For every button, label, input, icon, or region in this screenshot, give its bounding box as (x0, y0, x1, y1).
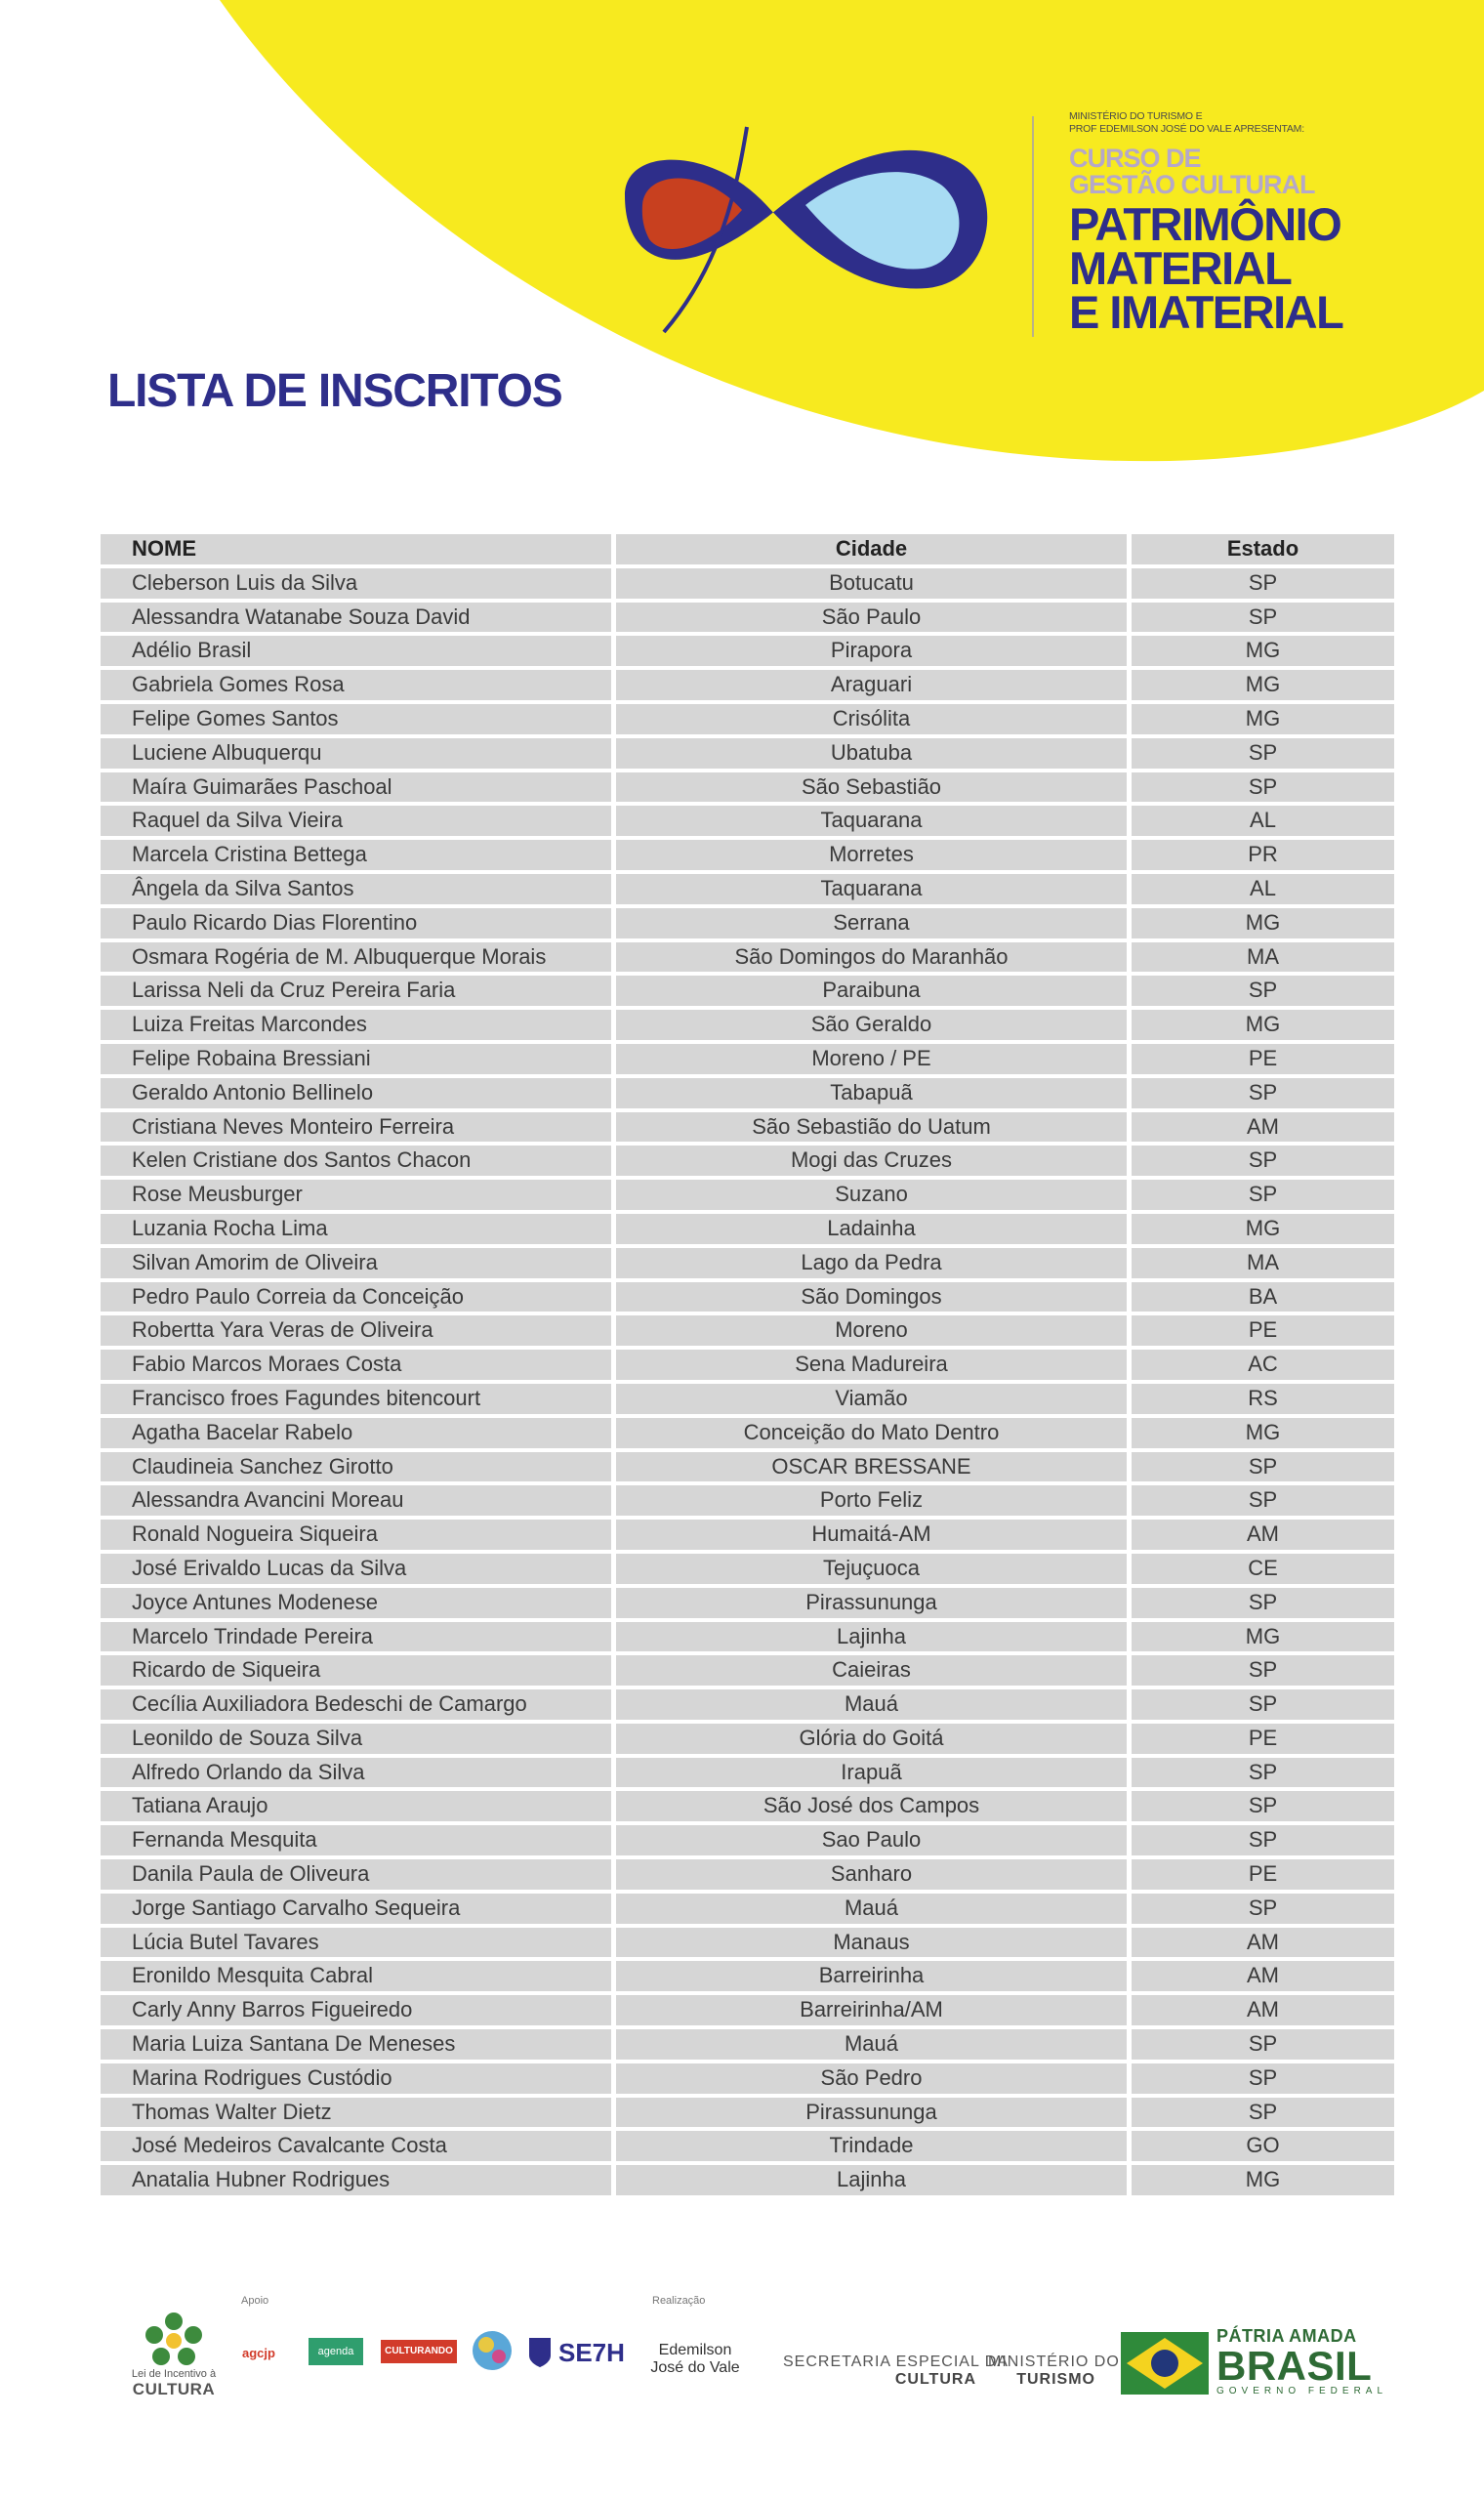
cell-nome: Paulo Ricardo Dias Florentino (101, 908, 611, 942)
table-row (101, 1146, 1394, 1180)
cell-nome: José Medeiros Cavalcante Costa (101, 2131, 611, 2165)
globe-logo-icon (467, 2329, 517, 2372)
lei-incentivo-logo (125, 2310, 223, 2399)
cell-cidade: Ladainha (616, 1214, 1127, 1248)
cell-cidade: Glória do Goitá (616, 1724, 1127, 1758)
cell-estado: SP (1132, 1078, 1394, 1112)
patria-line-3: GOVERNO FEDERAL (1216, 2386, 1388, 2396)
cell-nome: Ronald Nogueira Siqueira (101, 1520, 611, 1554)
cell-cidade: Irapuã (616, 1758, 1127, 1792)
cell-nome: Cecília Auxiliadora Bedeschi de Camargo (101, 1689, 611, 1724)
header-divider (1032, 116, 1034, 337)
cell-cidade: Lago da Pedra (616, 1248, 1127, 1282)
cell-nome: José Erivaldo Lucas da Silva (101, 1554, 611, 1588)
table-header-row (101, 534, 1394, 568)
cell-estado: MA (1132, 1248, 1394, 1282)
cell-estado: MG (1132, 1214, 1394, 1248)
cell-nome: Rose Meusburger (101, 1180, 611, 1214)
cell-cidade: Mogi das Cruzes (616, 1146, 1127, 1180)
patria-amada-brasil-logo (1216, 2326, 1387, 2396)
table-row (101, 603, 1394, 637)
cell-estado: MG (1132, 2165, 1394, 2199)
table-row (101, 1622, 1394, 1656)
cell-cidade: São Geraldo (616, 1010, 1127, 1044)
table-row (101, 1758, 1394, 1792)
secretaria-line-1: SECRETARIA ESPECIAL DA (783, 2354, 1009, 2370)
cell-cidade: Crisólita (616, 704, 1127, 738)
cell-nome: Pedro Paulo Correia da Conceição (101, 1282, 611, 1316)
shield-icon (527, 2336, 553, 2369)
secretaria-logo (783, 2354, 1009, 2389)
course-title-line-3: E IMATERIAL (1069, 286, 1343, 338)
ministerio-logo (988, 2354, 1120, 2389)
cell-nome: Luzania Rocha Lima (101, 1214, 611, 1248)
cell-estado: MG (1132, 1418, 1394, 1452)
table-row (101, 1689, 1394, 1724)
table-row (101, 942, 1394, 977)
cell-cidade: Conceição do Mato Dentro (616, 1418, 1127, 1452)
cell-cidade: Lajinha (616, 2165, 1127, 2199)
table-row (101, 806, 1394, 840)
cell-estado: CE (1132, 1554, 1394, 1588)
cell-nome: Lúcia Butel Tavares (101, 1928, 611, 1962)
course-title-line-1: PATRIMÔNIO (1069, 198, 1341, 250)
cell-estado: SP (1132, 1655, 1394, 1689)
cell-nome: Felipe Robaina Bressiani (101, 1044, 611, 1078)
cell-estado: PR (1132, 840, 1394, 874)
patria-line-1: PÁTRIA AMADA (1216, 2326, 1357, 2346)
cell-estado: SP (1132, 1758, 1394, 1792)
course-header (1069, 110, 1362, 338)
cell-estado: AM (1132, 1520, 1394, 1554)
page-title: LISTA DE INSCRITOS (107, 365, 562, 417)
course-name-line-2: GESTÃO CULTURAL (1069, 170, 1315, 199)
cell-estado: GO (1132, 2131, 1394, 2165)
cell-nome: Geraldo Antonio Bellinelo (101, 1078, 611, 1112)
table-row (101, 1214, 1394, 1248)
cell-nome: Joyce Antunes Modenese (101, 1588, 611, 1622)
cell-estado: SP (1132, 2063, 1394, 2098)
cell-estado: PE (1132, 1724, 1394, 1758)
cell-estado: SP (1132, 568, 1394, 603)
cell-cidade: Pirassununga (616, 2098, 1127, 2132)
table-row (101, 874, 1394, 908)
cell-estado: MG (1132, 908, 1394, 942)
intro-line-2: PROF EDEMILSON JOSÉ DO VALE APRESENTAM: (1069, 123, 1304, 135)
cell-estado: AC (1132, 1350, 1394, 1384)
cell-estado: PE (1132, 1859, 1394, 1894)
se7h-logo-text: SE7H (558, 2337, 625, 2367)
agenda-logo: agenda (309, 2338, 363, 2365)
brazil-flag-icon (1121, 2332, 1209, 2395)
cell-nome: Marcelo Trindade Pereira (101, 1622, 611, 1656)
patria-line-2: BRASIL (1216, 2343, 1373, 2389)
cell-estado: SP (1132, 2029, 1394, 2063)
course-name-line-1: CURSO DE (1069, 144, 1201, 173)
cell-estado: AM (1132, 1928, 1394, 1962)
table-row (101, 1248, 1394, 1282)
cell-cidade: Porto Feliz (616, 1485, 1127, 1520)
table-row (101, 1010, 1394, 1044)
cell-estado: SP (1132, 1588, 1394, 1622)
table-row (101, 1554, 1394, 1588)
table-row (101, 1961, 1394, 1995)
cell-cidade: Ubatuba (616, 738, 1127, 772)
cell-nome: Agatha Bacelar Rabelo (101, 1418, 611, 1452)
cell-nome: Cleberson Luis da Silva (101, 568, 611, 603)
cell-nome: Luiza Freitas Marcondes (101, 1010, 611, 1044)
cell-cidade: Serrana (616, 908, 1127, 942)
cell-nome: Fabio Marcos Moraes Costa (101, 1350, 611, 1384)
cell-cidade: Morretes (616, 840, 1127, 874)
cell-cidade: Botucatu (616, 568, 1127, 603)
table-row (101, 1894, 1394, 1928)
cell-estado: MA (1132, 942, 1394, 977)
cell-estado: SP (1132, 603, 1394, 637)
table-row (101, 568, 1394, 603)
cell-nome: Felipe Gomes Santos (101, 704, 611, 738)
cell-cidade: Humaitá-AM (616, 1520, 1127, 1554)
ministerio-line-2: TURISMO (1016, 2371, 1095, 2388)
cell-cidade: Trindade (616, 2131, 1127, 2165)
realizacao-label: Realização (652, 2295, 706, 2307)
lei-incentivo-cultura: CULTURA (132, 2380, 216, 2398)
footer (0, 2275, 1484, 2500)
table-row (101, 2098, 1394, 2132)
cell-cidade: Suzano (616, 1180, 1127, 1214)
table-row (101, 840, 1394, 874)
cell-estado: SP (1132, 1180, 1394, 1214)
secretaria-line-2: CULTURA (894, 2371, 976, 2388)
cell-cidade: Paraibuna (616, 976, 1127, 1010)
cell-cidade: Sena Madureira (616, 1350, 1127, 1384)
cell-cidade: Mauá (616, 1689, 1127, 1724)
table-row (101, 1724, 1394, 1758)
cell-nome: Anatalia Hubner Rodrigues (101, 2165, 611, 2199)
cell-cidade: Taquarana (616, 874, 1127, 908)
intro-line-1: MINISTÉRIO DO TURISMO E (1069, 110, 1203, 122)
cell-nome: Tatiana Araujo (101, 1791, 611, 1825)
table-row (101, 1520, 1394, 1554)
table-row (101, 1384, 1394, 1418)
cell-estado: MG (1132, 670, 1394, 704)
cell-cidade: Mauá (616, 2029, 1127, 2063)
se7h-logo (527, 2336, 625, 2369)
course-title-line-2: MATERIAL (1069, 242, 1292, 294)
cell-nome: Marcela Cristina Bettega (101, 840, 611, 874)
apoio-label: Apoio (241, 2295, 269, 2307)
cell-nome: Silvan Amorim de Oliveira (101, 1248, 611, 1282)
table-row (101, 1350, 1394, 1384)
cell-estado: SP (1132, 2098, 1394, 2132)
cell-nome: Thomas Walter Dietz (101, 2098, 611, 2132)
cell-cidade: São Paulo (616, 603, 1127, 637)
cell-nome: Gabriela Gomes Rosa (101, 670, 611, 704)
cell-nome: Robertta Yara Veras de Oliveira (101, 1315, 611, 1350)
cell-estado: SP (1132, 976, 1394, 1010)
cell-estado: SP (1132, 1825, 1394, 1859)
cell-estado: MG (1132, 1622, 1394, 1656)
table-row (101, 2063, 1394, 2098)
table-row (101, 1112, 1394, 1146)
column-header-estado: Estado (1132, 534, 1394, 568)
table-row (101, 772, 1394, 807)
cell-cidade: Araguari (616, 670, 1127, 704)
cell-nome: Cristiana Neves Monteiro Ferreira (101, 1112, 611, 1146)
cell-cidade: São José dos Campos (616, 1791, 1127, 1825)
table-row (101, 2165, 1394, 2199)
cell-cidade: São Domingos (616, 1282, 1127, 1316)
table-row (101, 1588, 1394, 1622)
cell-nome: Luciene Albuquerqu (101, 738, 611, 772)
cell-nome: Jorge Santiago Carvalho Sequeira (101, 1894, 611, 1928)
cell-estado: SP (1132, 1689, 1394, 1724)
cell-cidade: Caieiras (616, 1655, 1127, 1689)
cell-estado: MG (1132, 636, 1394, 670)
cell-cidade: OSCAR BRESSANE (616, 1452, 1127, 1486)
edemilson-line-1: Edemilson (658, 2342, 732, 2358)
cell-estado: AL (1132, 874, 1394, 908)
table-row (101, 1315, 1394, 1350)
table-row (101, 1825, 1394, 1859)
table-row (101, 1995, 1394, 2029)
cell-nome: Carly Anny Barros Figueiredo (101, 1995, 611, 2029)
registrants-table (101, 534, 1394, 2199)
cell-estado: AM (1132, 1112, 1394, 1146)
table-row (101, 1485, 1394, 1520)
cell-cidade: Taquarana (616, 806, 1127, 840)
cell-estado: AM (1132, 1995, 1394, 2029)
cell-cidade: Moreno / PE (616, 1044, 1127, 1078)
cell-cidade: Barreirinha (616, 1961, 1127, 1995)
lei-incentivo-label: Lei de Incentivo à (131, 2368, 217, 2380)
cell-cidade: Tejuçuoca (616, 1554, 1127, 1588)
table-body (101, 568, 1394, 2199)
cell-cidade: Sao Paulo (616, 1825, 1127, 1859)
cell-nome: Ricardo de Siqueira (101, 1655, 611, 1689)
cell-estado: BA (1132, 1282, 1394, 1316)
cell-estado: MG (1132, 704, 1394, 738)
column-header-cidade: Cidade (616, 534, 1127, 568)
table-row (101, 1928, 1394, 1962)
table-row (101, 1180, 1394, 1214)
cell-nome: Ângela da Silva Santos (101, 874, 611, 908)
table-row (101, 1078, 1394, 1112)
cell-cidade: São Pedro (616, 2063, 1127, 2098)
cell-nome: Marina Rodrigues Custódio (101, 2063, 611, 2098)
table-row (101, 908, 1394, 942)
cell-cidade: Pirassununga (616, 1588, 1127, 1622)
cell-estado: SP (1132, 1146, 1394, 1180)
cell-nome: Kelen Cristiane dos Santos Chacon (101, 1146, 611, 1180)
cell-estado: PE (1132, 1315, 1394, 1350)
cell-cidade: Pirapora (616, 636, 1127, 670)
edemilson-logo (646, 2342, 744, 2377)
cell-cidade: Sanharo (616, 1859, 1127, 1894)
table-row (101, 976, 1394, 1010)
culturando-logo: CULTURANDO (381, 2340, 457, 2363)
cell-nome: Maíra Guimarães Paschoal (101, 772, 611, 807)
cell-estado: AM (1132, 1961, 1394, 1995)
cell-cidade: Barreirinha/AM (616, 1995, 1127, 2029)
cell-estado: SP (1132, 772, 1394, 807)
agcjp-logo: agcjp (242, 2346, 275, 2360)
cell-cidade: São Sebastião (616, 772, 1127, 807)
edemilson-line-2: José do Vale (650, 2359, 740, 2376)
ministerio-line-1: MINISTÉRIO DO (988, 2354, 1120, 2370)
flower-icon (140, 2310, 208, 2368)
table-row (101, 636, 1394, 670)
cell-nome: Maria Luiza Santana De Meneses (101, 2029, 611, 2063)
cell-nome: Alessandra Avancini Moreau (101, 1485, 611, 1520)
table-row (101, 1282, 1394, 1316)
cell-estado: MG (1132, 1010, 1394, 1044)
cell-cidade: Viamão (616, 1384, 1127, 1418)
cell-cidade: Manaus (616, 1928, 1127, 1962)
cell-nome: Osmara Rogéria de M. Albuquerque Morais (101, 942, 611, 977)
cell-nome: Raquel da Silva Vieira (101, 806, 611, 840)
cell-estado: SP (1132, 1452, 1394, 1486)
cell-estado: AL (1132, 806, 1394, 840)
cell-nome: Alfredo Orlando da Silva (101, 1758, 611, 1792)
table-row (101, 1418, 1394, 1452)
cell-nome: Eronildo Mesquita Cabral (101, 1961, 611, 1995)
table-row (101, 1791, 1394, 1825)
cell-cidade: Mauá (616, 1894, 1127, 1928)
cell-cidade: Moreno (616, 1315, 1127, 1350)
cell-cidade: São Domingos do Maranhão (616, 942, 1127, 977)
table-row (101, 1859, 1394, 1894)
cell-estado: SP (1132, 738, 1394, 772)
table-row (101, 2131, 1394, 2165)
table-row (101, 738, 1394, 772)
cell-estado: SP (1132, 1894, 1394, 1928)
cell-nome: Fernanda Mesquita (101, 1825, 611, 1859)
cell-nome: Adélio Brasil (101, 636, 611, 670)
cell-cidade: Lajinha (616, 1622, 1127, 1656)
cell-cidade: Tabapuã (616, 1078, 1127, 1112)
table-row (101, 1655, 1394, 1689)
table-row (101, 704, 1394, 738)
cell-estado: SP (1132, 1485, 1394, 1520)
table-row (101, 2029, 1394, 2063)
cell-estado: RS (1132, 1384, 1394, 1418)
cell-nome: Leonildo de Souza Silva (101, 1724, 611, 1758)
cell-nome: Alessandra Watanabe Souza David (101, 603, 611, 637)
cell-nome: Larissa Neli da Cruz Pereira Faria (101, 976, 611, 1010)
cell-nome: Francisco froes Fagundes bitencourt (101, 1384, 611, 1418)
cell-estado: PE (1132, 1044, 1394, 1078)
cell-nome: Claudineia Sanchez Girotto (101, 1452, 611, 1486)
table-row (101, 1452, 1394, 1486)
column-header-nome: NOME (101, 534, 611, 568)
cell-nome: Danila Paula de Oliveura (101, 1859, 611, 1894)
cell-estado: SP (1132, 1791, 1394, 1825)
table-row (101, 670, 1394, 704)
cell-cidade: São Sebastião do Uatum (616, 1112, 1127, 1146)
table-row (101, 1044, 1394, 1078)
